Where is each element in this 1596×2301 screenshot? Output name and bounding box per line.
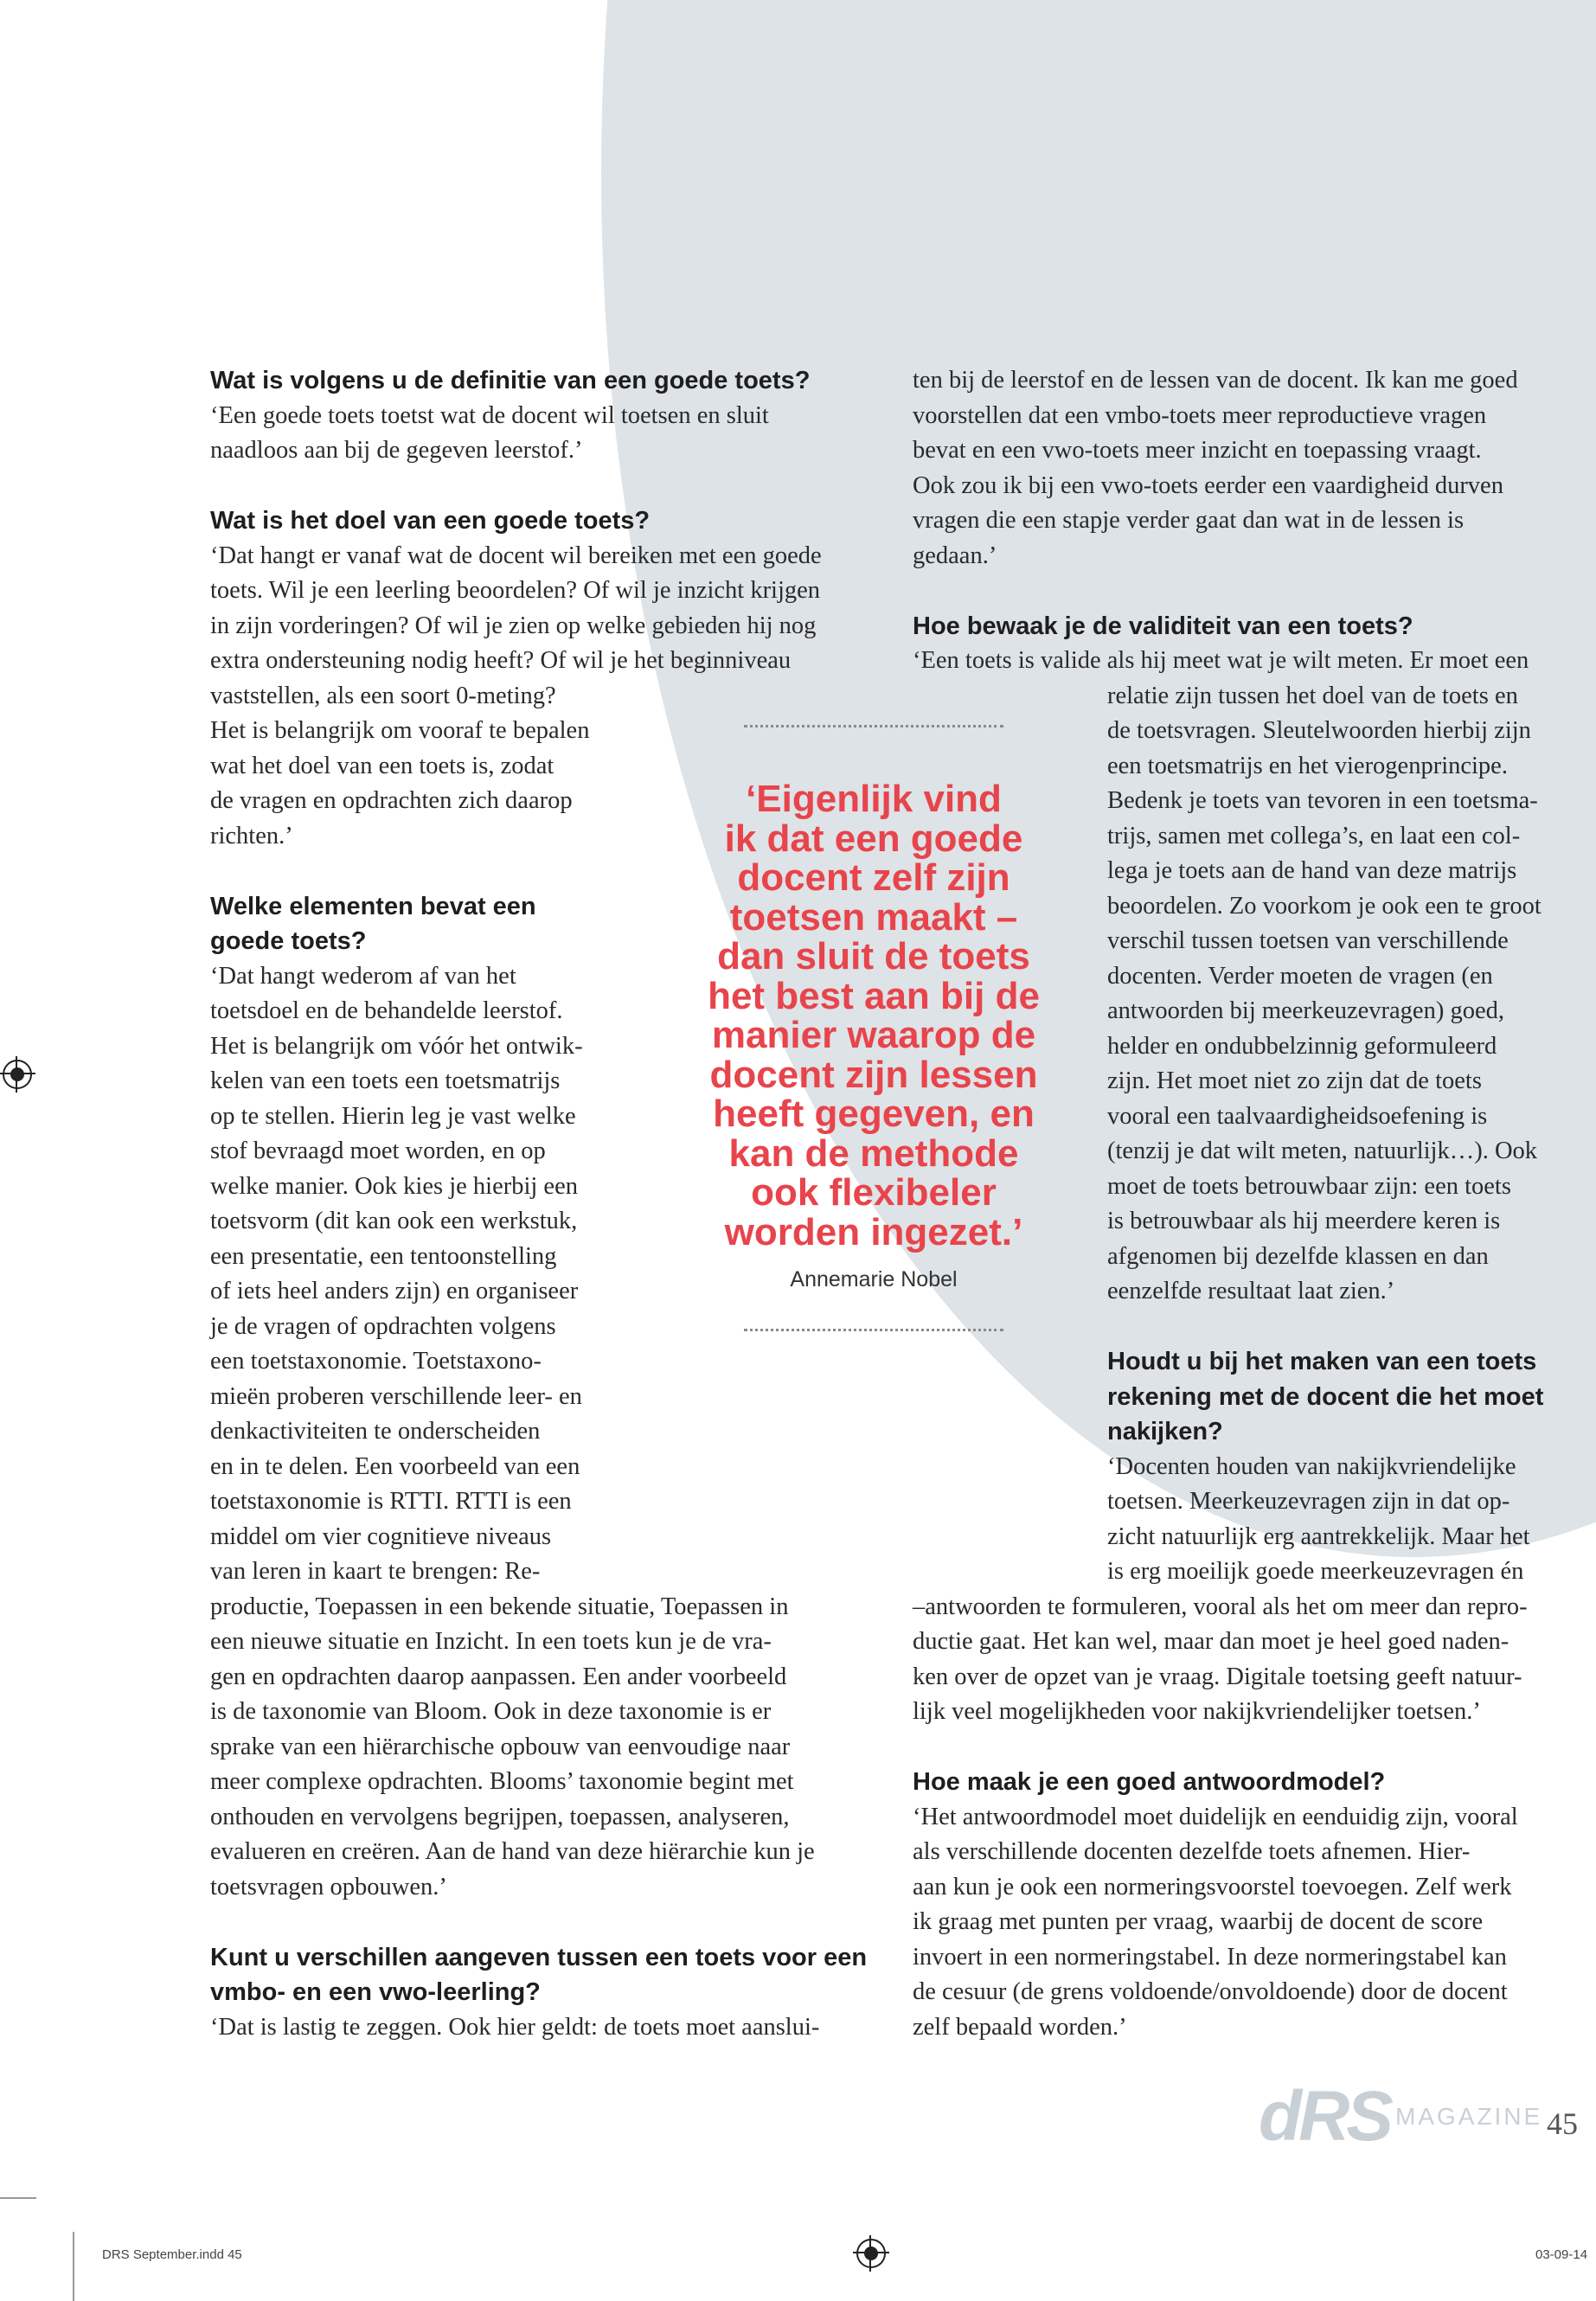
paragraph-gap [210, 469, 885, 504]
answer-paragraph: ‘Dat hangt er vanaf wat de docent wil bereiken met een goede toets. Wil je een leerling beoordelen? Of wil je inzicht krijgen in zijn vorderingen? Of wil je zien op welke gebieden hij nog extra ondersteuning nodig heeft? Of wil je het beginniveau vaststellen, als een soort 0-meting? Het is belangrijk om vooraf te bepalen wat het doel van een toets is, zodat de vragen en opdrachten zich daarop richten.’ [210, 542, 822, 849]
answer-paragraph: ten bij de leerstof en de lessen van de docent. Ik kan me goed voorstellen dat een vmbo-toets meer reproductieve vragen bevat en een vwo-toets meer inzicht en toepassing vraagt. Ook zou ik bij een vwo-toets eerder een vaardigheid durven vragen die een stapje verder gaat dan wat in de lessen is gedaan.’ [913, 367, 1518, 569]
paragraph-gap [913, 574, 1587, 609]
question-heading: Welke elementen bevat een goede toets? [210, 892, 536, 955]
question-heading: Hoe maak je een goed antwoordmodel? [913, 1768, 1386, 1796]
paragraph-gap [210, 1905, 885, 1940]
pull-quote-text: ‘Eigenlijk vind ik dat een goede docent zelf zijn toetsen maakt – dan sluit de toets het best aan bij de manier waarop de docent zijn lessen heeft gegeven, en kan de methode ook flexibeler worden ingezet.’ [708, 778, 1040, 1253]
slug-file-info: DRS September.indd 45 [102, 2247, 242, 2262]
page-number: 45 [1547, 2106, 1578, 2141]
answer-paragraph: ‘Een goede toets toetst wat de docent wil toetsen en sluit naadloos aan bij de gegeven leerstof.’ [210, 401, 769, 464]
question-heading: Hoe bewaak je de validiteit van een toets? [913, 612, 1413, 640]
paragraph-gap [913, 1730, 1587, 1766]
drs-magazine-logo [1259, 2076, 1542, 2157]
pull-quote-top-divider [744, 725, 1003, 727]
pull-quote-author: Annemarie Nobel [790, 1267, 958, 1292]
answer-paragraph: ‘Dat hangt wederom af van het toetsdoel en de behandelde leerstof. Het is belangrijk om vóór het ontwik- kelen van een toets een toetsmatrijs op te stellen. Hierin leg je vast welke stof bevraagd moet worden, en op welke manier. Ook kies je hierbij een toetsvorm (dit kan ook een werkstuk, een presentatie, een tentoonstelling of iets heel anders zijn) en organiseer je de vragen of opdrachten volgens een toetstaxonomie. Toetstaxono- mieën proberen verschillende leer- en denkactiviteiten te onderscheiden en in te delen. Een voorbeeld van een toetstaxonomie is RTTI. RTTI is een middel om vier cognitieve niveaus van leren in kaart te brengen: Re- productie, Toepassen in een bekende situatie, Toepassen in een nieuwe situatie en Inzicht. In een toets kun je de vra- gen en opdrachten daarop aanpassen. Een ander voorbeeld is de taxonomie van Bloom. Ook in deze taxonomie is er sprake van een hiërarchische opbouw van eenvoudige naar meer complexe opdrachten. Blooms’ taxonomie begint met onthouden en vervolgens begrijpen, toepassen, analyseren, evalueren en creëren. Aan de hand van deze hiërarchie kun je toetsvragen opbouwen.’ [210, 962, 815, 1900]
crop-mark [73, 2232, 74, 2301]
question-heading: Houdt u bij het maken van een toets rekening met de docent die het moet nakijken? [1107, 1348, 1544, 1445]
answer-paragraph: relatie zijn tussen het doel van de toets en de toetsvragen. Sleutelwoorden hierbij zijn een toetsmatrijs en het vierogenprincipe. Bedenk je toets van tevoren in een toetsma- trijs, samen met collega’s, en laat een col- lega je toets aan de hand van deze matrijs beoordelen. Zo voorkom je ook een te groot verschil tussen toetsen van verschillende docenten. Verder moeten de vragen (en antwoorden bij meerkeuzevragen) goed, helder en ondubbelzinnig geformuleerd zijn. Het moet niet zo zijn dat de toets vooral een taalvaardigheidsoefening is (tenzij je dat wilt meten, natuurlijk…). Ook moet de toets betrouwbaar zijn: een toets is betrouwbaar als hij meerdere keren is afgenomen bij dezelfde klassen en dan eenzelfde resultaat laat zien.’ [1107, 682, 1542, 1304]
question-heading: Kunt u verschillen aangeven tussen een toets voor een vmbo- en een vwo-leerling? [210, 1943, 868, 2006]
registration-mark-icon [856, 2239, 886, 2268]
registration-mark-icon [3, 1060, 32, 1089]
answer-paragraph: ‘Het antwoordmodel moet duidelijk en eenduidig zijn, vooral als verschillende docenten dezelfde toets afnemen. Hier- aan kun je ook een normeringsvoorstel toevoegen. Zelf werk ik graag met punten per vraag, waarbij de docent de score invoert in een normeringstabel. In deze normeringstabel kan de cesuur (de grens voldoende/onvoldoende) door de docent zelf bepaald worden.’ [913, 1803, 1518, 2041]
answer-paragraph: ‘Dat is lastig te zeggen. Ook hier geldt: de toets moet aanslui- [210, 2013, 820, 2041]
crop-mark [0, 2197, 36, 2199]
logo-text: MAGAZINE [1395, 2103, 1543, 2130]
pull-quote [692, 725, 1055, 1331]
logo-mark: dRS [1259, 2077, 1390, 2156]
answer-paragraph: ‘Een toets is valide als hij meet wat je wilt meten. Er moet een [913, 647, 1529, 674]
slug-date: 03-09-14 [1535, 2247, 1588, 2262]
question-heading: Wat is volgens u de definitie van een goede toets? [210, 367, 811, 394]
answer-paragraph: ‘Docenten houden van nakijkvriendelijke toetsen. Meerkeuzevragen zijn in dat op- zicht natuurlijk erg aantrekkelijk. Maar het is erg moeilijk goede meerkeuzevragen én [1107, 1452, 1530, 1585]
answer-paragraph: –antwoorden te formuleren, vooral als het om meer dan repro- ductie gaat. Het kan wel, maar dan moet je heel goed naden- ken over de opzet van je vraag. Digitale toetsing geeft natuur- lijk veel mogelijkheden voor nakijkvriendelijker toetsen.’ [913, 1593, 1528, 1725]
pull-quote-bottom-divider [744, 1329, 1003, 1331]
question-heading: Wat is het doel van een goede toets? [210, 507, 651, 535]
